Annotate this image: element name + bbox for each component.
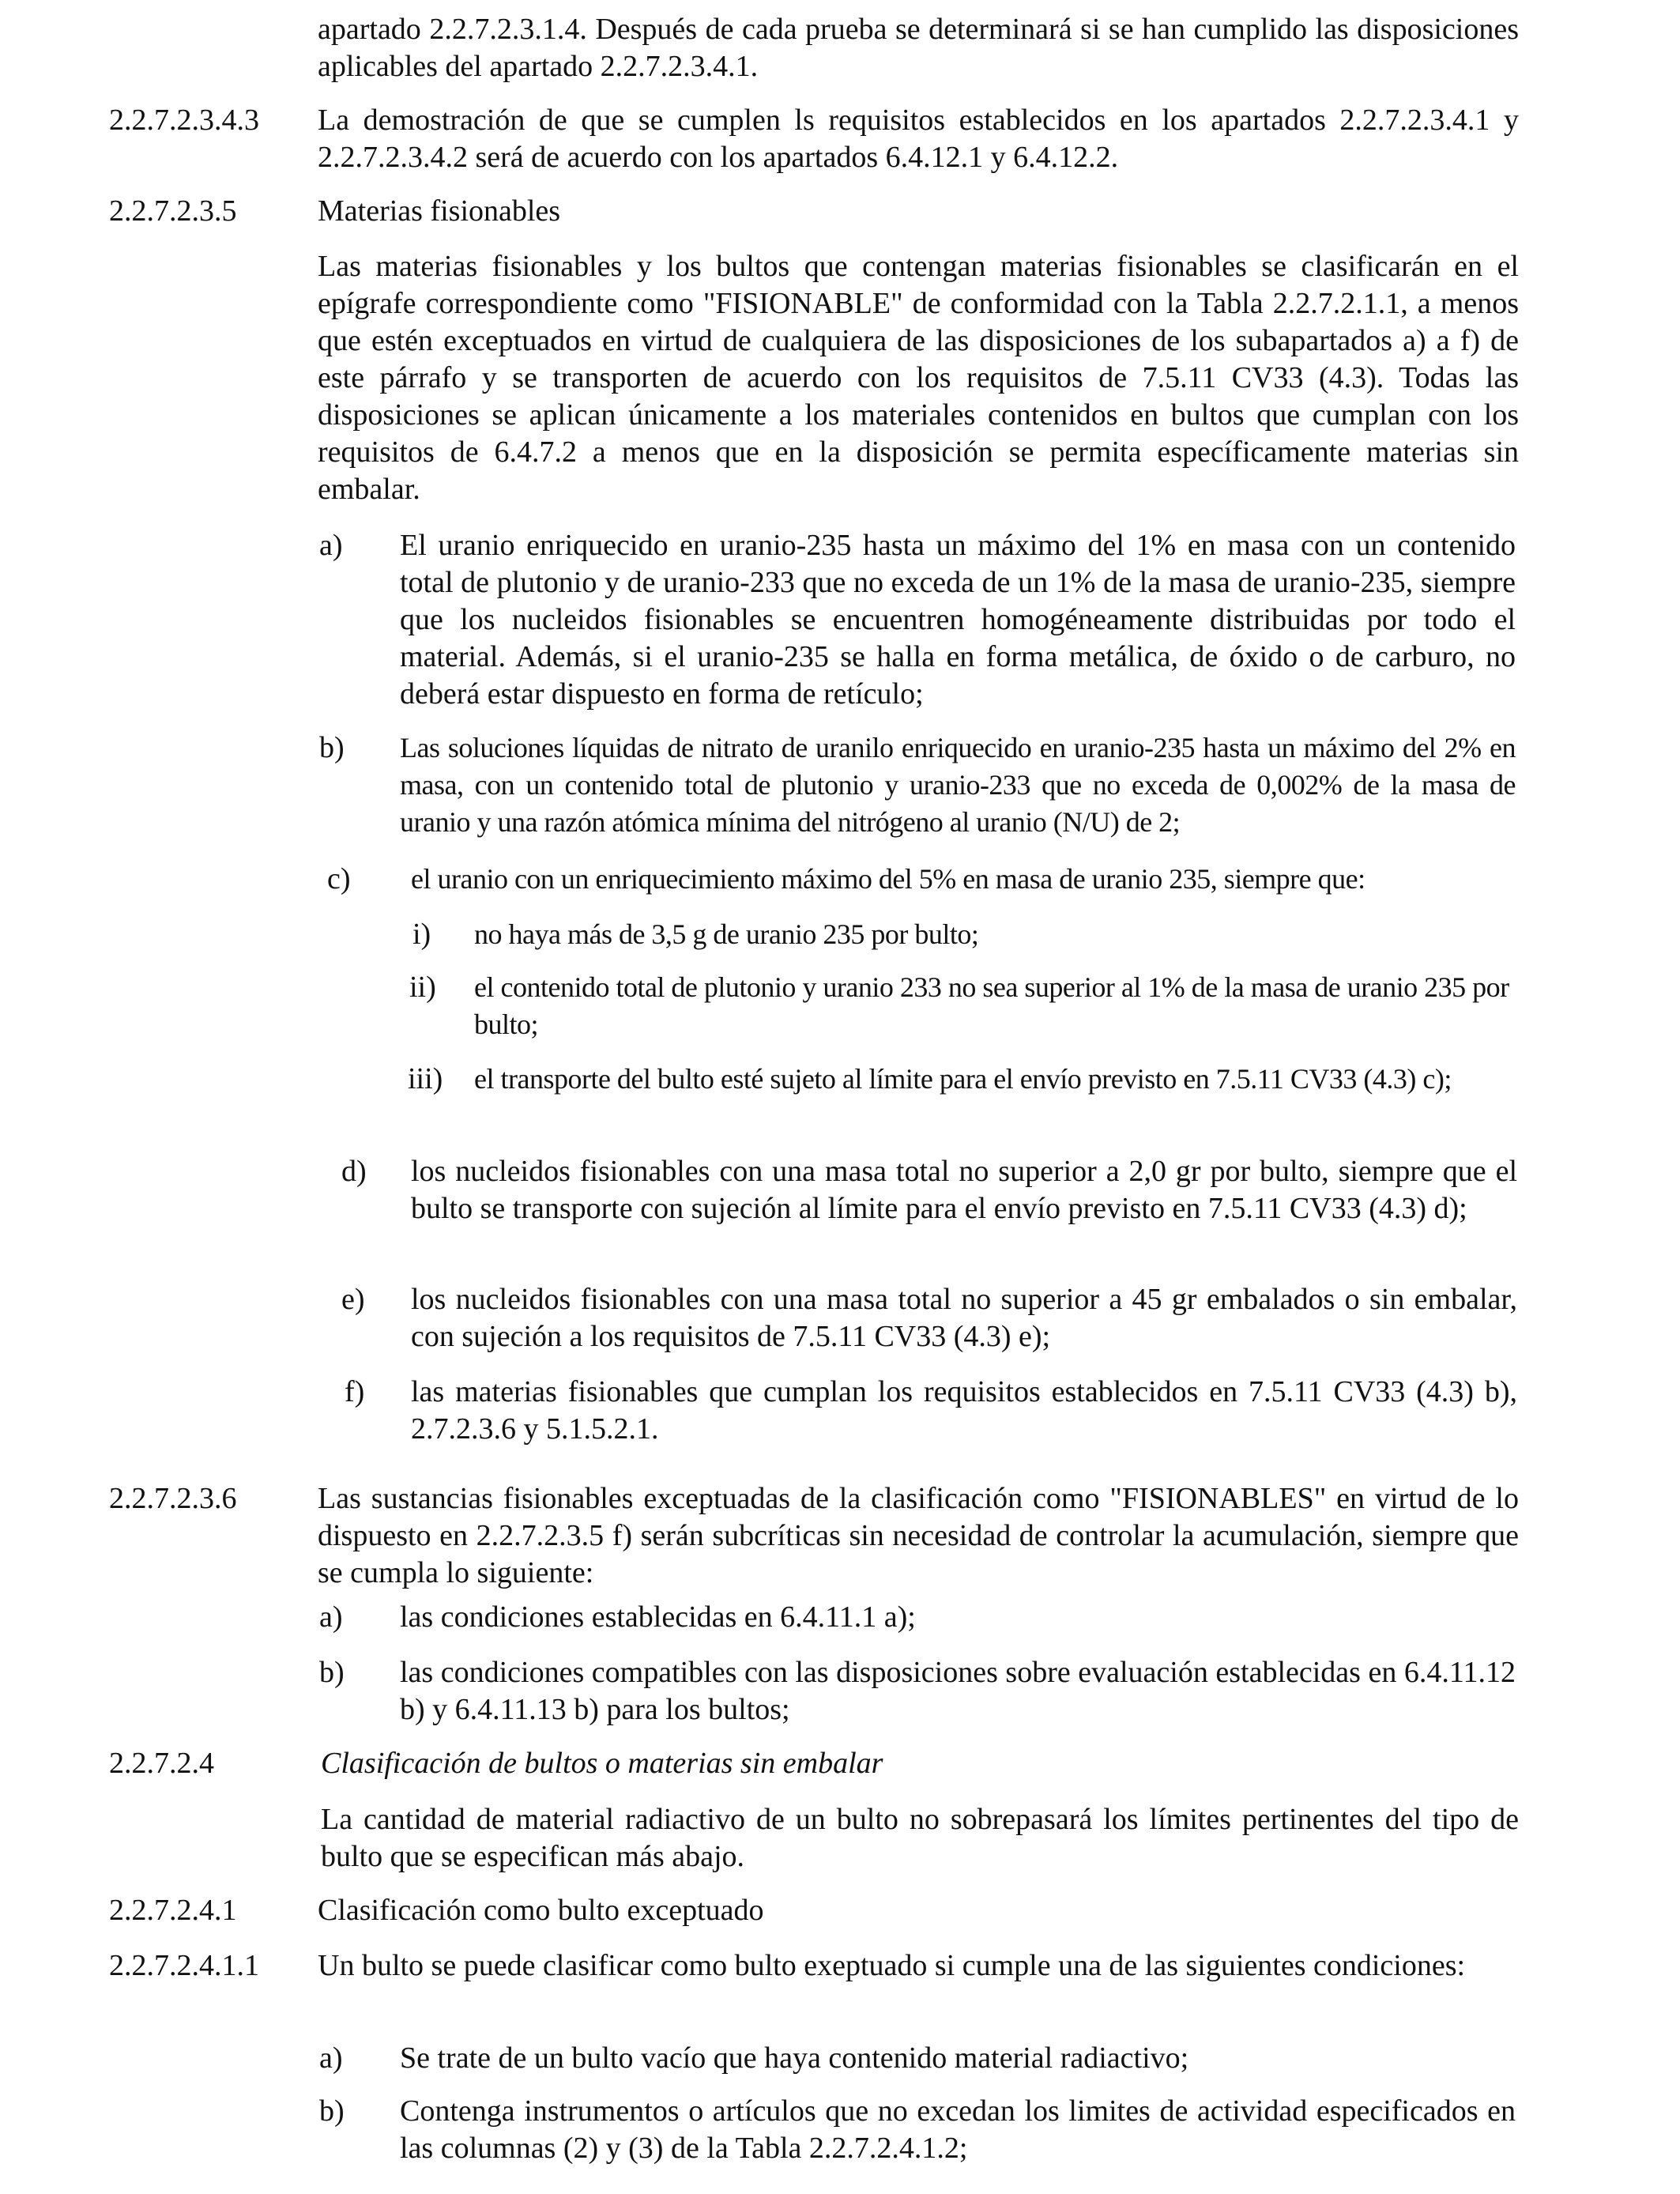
sublist-item-text: no haya más de 3,5 g de uranio 235 por bulto; [474,918,979,950]
section-number: 2.2.7.2.3.5 [109,194,237,228]
section-number: 2.2.7.2.4.1.1 [109,1949,259,1982]
list-item-label: a) [319,1600,343,1634]
list-item-label: c) [327,862,351,895]
list-item-label: b) [319,1656,345,1689]
section-number: 2.2.7.2.4.1 [109,1894,237,1927]
list-item-text: El uranio enriquecido en uranio-235 hasta un máximo del 1% en masa con un contenido total de plutonio y de uranio-233 que no exceda de un 1% de la masa de uranio-235, siempre que los nucleidos fisionables se encuentren homogéneamente distribuidas por todo el material. Además, si el uranio-235 se halla en forma metálica, de óxido o de carburo, no deberá estar dispuesto en forma de retículo; [400,529,1516,711]
sublist-item-label: i) [412,918,431,951]
list-item-text: los nucleidos fisionables con una masa total no superior a 45 gr embalados o sin embalar, con sujeción a los requisitos de 7.5.11 CV33 (4.3) e); [411,1283,1517,1353]
list-item-label: a) [319,529,343,562]
sublist-item-text: el contenido total de plutonio y uranio 233 no sea superior al 1% de la masa de uranio 235 por bulto; [474,971,1509,1040]
section-paragraph: Las materias fisionables y los bultos que contengan materias fisionables se clasificarán en el epígrafe correspondiente como "FISIONABLE" de conformidad con la Tabla 2.2.7.2.1.1, a menos que estén exceptuados en virtud de cualquiera de las disposiciones de los subapartados a) a f) de este párrafo y se transporten de acuerdo con los requisitos de 7.5.11 CV33 (4.3). Todas las disposiciones se aplican únicamente a los materiales contenidos en bultos que cumplan con los requisitos de 6.4.7.2 a menos que en la disposición se permita específicamente materias sin embalar. [318,250,1519,506]
list-item-text: los nucleidos fisionables con una masa total no superior a 2,0 gr por bulto, siempre que el bulto se transporte con sujeción al límite para el envío previsto en 7.5.11 CV33 (4.3) d); [411,1155,1517,1225]
list-item-label: a) [319,2041,343,2075]
list-item-label: e) [341,1283,365,1316]
list-item-text: las condiciones compatibles con las disposiciones sobre evaluación establecidas en 6.4.11.12 b) y 6.4.11.13 b) para los bultos; [400,1656,1516,1726]
list-item-text: Se trate de un bulto vacío que haya contenido material radiactivo; [400,2041,1189,2075]
section-title: Clasificación de bultos o materias sin embalar [321,1747,883,1780]
section-number: 2.2.7.2.3.4.3 [109,104,259,137]
list-item-label: f) [345,1375,365,1408]
section-title: Clasificación como bulto exceptuado [318,1894,764,1927]
sublist-item-text: el transporte del bulto esté sujeto al límite para el envío previsto en 7.5.11 CV33 (4.3) c); [474,1063,1452,1095]
section-paragraph: Un bulto se puede clasificar como bulto exeptuado si cumple una de las siguientes condiciones: [318,1949,1466,1982]
list-item-text: Contenga instrumentos o artículos que no excedan los limites de actividad especificados en las columnas (2) y (3) de la Tabla 2.2.7.2.4.1.2; [400,2094,1516,2165]
section-paragraph: La demostración de que se cumplen ls requisitos establecidos en los apartados 2.2.7.2.3.4.1 y 2.2.7.2.3.4.2 será de acuerdo con los apartados 6.4.12.1 y 6.4.12.2. [318,104,1519,174]
sublist-item-label: ii) [409,971,436,1004]
list-item-label: b) [319,731,345,764]
section-number: 2.2.7.2.4 [109,1747,214,1780]
list-item-text: Las soluciones líquidas de nitrato de uranilo enriquecido en uranio-235 hasta un máximo del 2% en masa, con un contenido total de plutonio y uranio-233 que no exceda de 0,002% de la masa de uranio y una razón atómica mínima del nitrógeno al uranio (N/U) de 2; [400,732,1516,838]
list-item-label: d) [341,1155,367,1188]
section-number: 2.2.7.2.3.6 [109,1482,237,1515]
section-paragraph: La cantidad de material radiactivo de un bulto no sobrepasará los límites pertinentes del tipo de bulto que se especifican más abajo. [321,1803,1519,1873]
section-title: Materias fisionables [318,194,561,228]
list-item-text: las materias fisionables que cumplan los requisitos establecidos en 7.5.11 CV33 (4.3) b), 2.7.2.3.6 y 5.1.5.2.1. [411,1375,1517,1446]
section-paragraph: Las sustancias fisionables exceptuadas de la clasificación como "FISIONABLES" en virtud de lo dispuesto en 2.2.7.2.3.5 f) serán subcríticas sin necesidad de controlar la acumulación, siempre que se cumpla lo siguiente: [318,1482,1519,1589]
list-item-text: las condiciones establecidas en 6.4.11.1 a); [400,1600,916,1634]
list-item-text: el uranio con un enriquecimiento máximo del 5% en masa de uranio 235, siempre que: [411,863,1365,895]
sublist-item-label: iii) [408,1062,443,1095]
intro-paragraph: apartado 2.2.7.2.3.1.4. Después de cada prueba se determinará si se han cumplido las disposiciones aplicables del apartado 2.2.7.2.3.4.1. [318,13,1519,83]
list-item-label: b) [319,2094,345,2128]
